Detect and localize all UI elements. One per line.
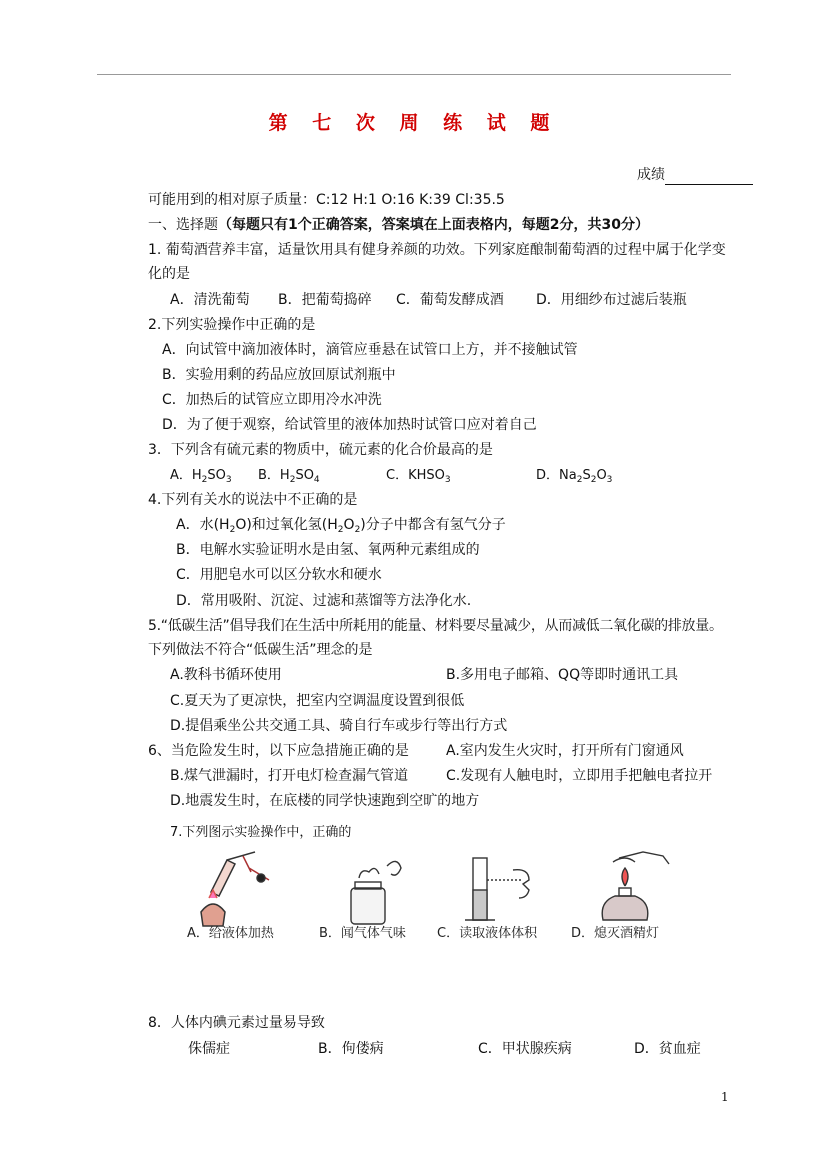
q3-option-b: B．$H_2SO_4$ [258,468,320,485]
q7-caption-b: B．闻气体气味 [319,926,406,941]
q7-figure [183,850,681,940]
q8-stem: 8．人体内碘元素过量易导致 [148,1015,325,1031]
q6-option-d: D.地震发生时，在底楼的同学快速跑到空旷的地方 [170,793,480,809]
q5-option-c: C.夏天为了更凉快，把室内空调温度设置到很低 [170,693,465,709]
heating-liquid-illustration [201,852,269,926]
q8-option-d: D．贫血症 [634,1041,701,1057]
q3-option-d: D．$Na_2S_2O_3$ [536,468,613,485]
section-heading-rule: （每题只有1个正确答案，答案填在上面表格内，每题2分，共30分） [218,217,649,233]
q5-option-a: A.教科书循环使用 [170,667,282,683]
q4-option-d: D．常用吸附、沉淀、过滤和蒸馏等方法净化水. [176,593,472,609]
q8-option-a: 侏儒症 [188,1041,230,1057]
q7-caption-c: C．读取液体体积 [437,926,538,941]
q5-stem-line1: 5.“低碳生活”倡导我们在生活中所耗用的能量、材料要尽量减少，从而减低二氧化碳的排放量。 [148,618,723,634]
q6-option-a: A.室内发生火灾时，打开所有门窗通风 [446,743,684,759]
q5-option-b: B.多用电子邮箱、QQ等即时通讯工具 [446,667,679,683]
smelling-gas-illustration [351,861,401,924]
q4-option-b: B．电解水实验证明水是由氢、氧两种元素组成的 [176,542,480,558]
reading-volume-illustration [465,858,529,920]
section-heading-prefix: 一、选择题 [148,217,218,233]
q2-option-b: B．实验用剩的药品应放回原试剂瓶中 [162,367,396,383]
q6-stem: 6、当危险发生时，以下应急措施正确的是 [148,743,409,759]
q1-option-c: C．葡萄发酵成酒 [396,292,504,308]
page-number: 1 [721,1090,729,1104]
q6-option-c: C.发现有人触电时，立即用手把触电者拉开 [446,768,713,784]
score-field [637,165,753,185]
q8-option-b: B．佝偻病 [318,1041,384,1057]
q3-option-a: A．$H_2SO_3$ [170,468,232,485]
header-rule [97,74,731,75]
q3-option-c: C．$KHSO_3$ [386,468,451,485]
q8-option-c: C．甲状腺疾病 [478,1041,572,1057]
q7-caption-a: A．给液体加热 [187,926,274,941]
q7-stem: 7.下列图示实验操作中，正确的 [170,825,352,840]
q2-option-a: A．向试管中滴加液体时，滴管应垂悬在试管口上方，并不接触试管 [162,342,578,358]
q4-option-a: A．水$(H_2O)$和过氧化氢$(H_2O_2)$分子中都含有氢气分子 [176,517,506,535]
q2-option-d: D．为了便于观察，给试管里的液体加热时试管口应对着自己 [162,417,537,433]
score-label: 成绩 [637,167,665,183]
q6-option-b: B.煤气泄漏时，打开电灯检查漏气管道 [170,768,409,784]
q4-stem: 4.下列有关水的说法中不正确的是 [148,492,358,508]
q7-caption-d: D．熄灭酒精灯 [571,926,660,941]
page-title: 第 七 次 周 练 试 题 [268,112,559,134]
q3-stem: 3．下列含有硫元素的物质中，硫元素的化合价最高的是 [148,442,493,458]
q1-option-a: A．清洗葡萄 [170,292,250,308]
score-blank [665,170,753,185]
q5-option-d: D.提倡乘坐公共交通工具、骑自行车或步行等出行方式 [170,718,508,734]
q2-option-c: C．加热后的试管应立即用冷水冲洗 [162,392,382,408]
q4-option-c: C．用肥皂水可以区分软水和硬水 [176,567,382,583]
q1-stem-line1: 1. 葡萄酒营养丰富，适量饮用具有健身养颜的功效。下列家庭酿制葡萄酒的过程中属于化学变 [148,242,726,258]
extinguish-lamp-illustration [602,852,669,920]
atomic-masses: 可能用到的相对原子质量：C:12 H:1 O:16 K:39 Cl:35.5 [148,192,505,208]
q2-stem: 2.下列实验操作中正确的是 [148,317,316,333]
q5-stem-line2: 下列做法不符合“低碳生活”理念的是 [148,642,373,658]
q1-option-b: B．把葡萄捣碎 [278,292,372,308]
section-heading [148,215,649,235]
q1-stem-line2: 化的是 [148,266,190,282]
q1-option-d: D．用细纱布过滤后装瓶 [536,292,687,308]
